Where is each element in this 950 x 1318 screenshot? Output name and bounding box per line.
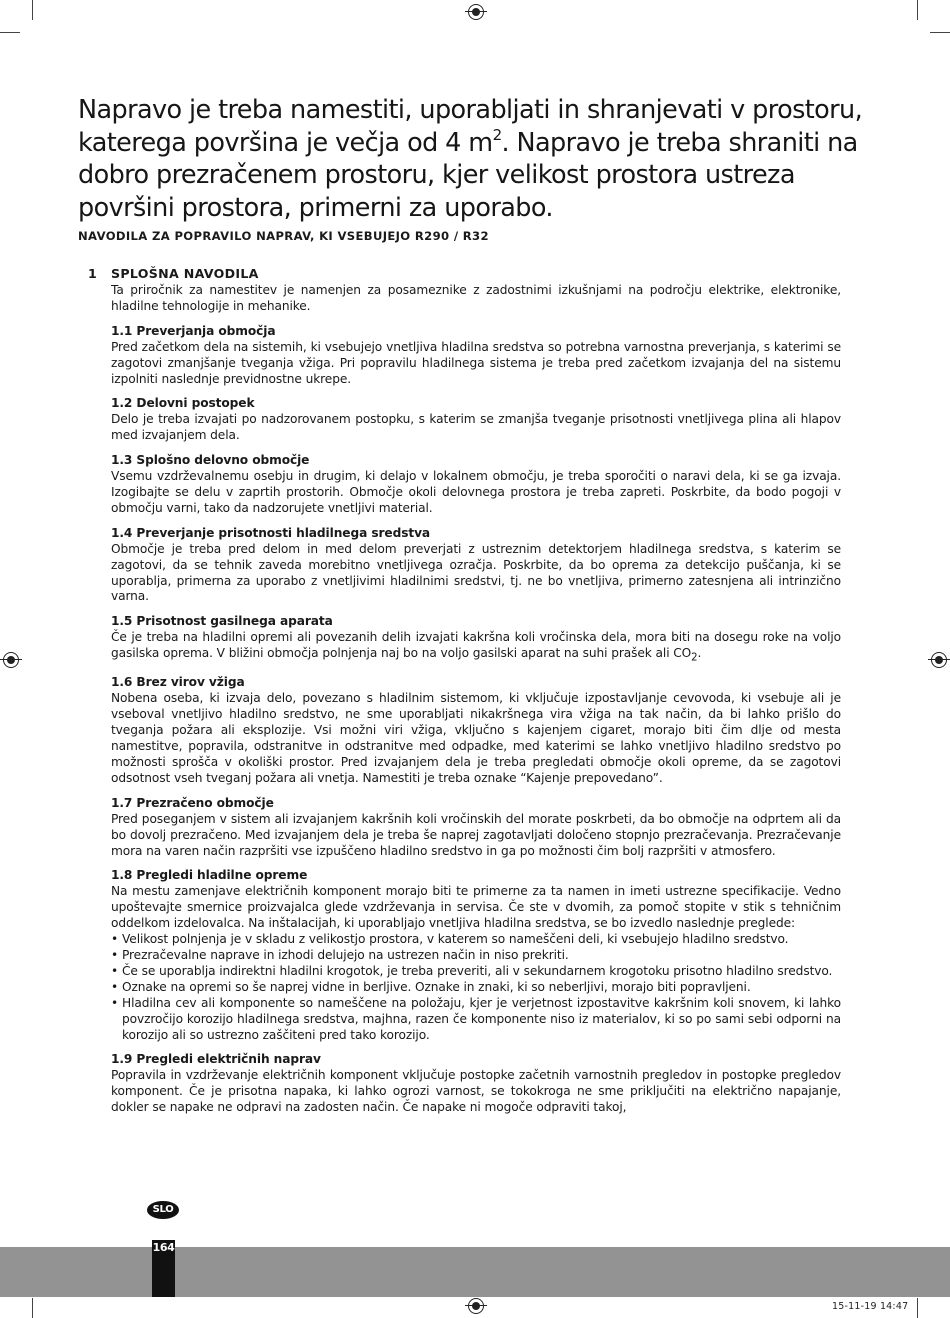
headline <box>78 94 878 224</box>
subsection-text-end: . <box>697 646 702 661</box>
subsection-title: 1.2 Delovni postopek <box>111 396 255 411</box>
subsection-title: 1.8 Pregledi hladilne opreme <box>111 868 308 883</box>
registration-mark-icon <box>468 4 484 20</box>
subsection-text: Delo je treba izvajati po nadzorovanem postopku, s katerim se zmanjša tveganje prisotnosti vnetljivega plina ali hlapov med izvajanjem dela. <box>111 412 841 443</box>
crop-mark <box>32 1298 33 1318</box>
subsection-title: 1.9 Pregledi električnih naprav <box>111 1052 321 1067</box>
subheading: NAVODILA ZA POPRAVILO NAPRAV, KI VSEBUJEJO R290 / R32 <box>78 229 489 243</box>
subsection-text: Pred poseganjem v sistem ali izvajanjem kakršnih koli vročinskih del morate poskrbeti, da bo območje na odprtem ali da bo dovolj prezračeno. Med izvajanjem dela je treba še naprej zagotavljati določeno stopnjo prezračevanja. Prezračevanje mora na varen način razpršiti vse izpuščeno hladilno sredstvo in ga po možnosti čim bolj razpršiti v atmosfero. <box>111 811 841 858</box>
footer-band <box>0 1247 950 1297</box>
subsection-title: 1.7 Prezračeno območje <box>111 795 274 810</box>
list-item: • Velikost polnjenja je v skladu z velikostjo prostora, v katerem so nameščeni deli, ki vsebujejo hladilno sredstvo. <box>111 932 841 948</box>
section-number: 1 <box>88 266 97 281</box>
crop-mark <box>917 1298 918 1318</box>
headline-text: Napravo je treba namestiti, uporabljati in shranjevati v prostoru, katerega površina je večja od 4 m <box>78 95 863 158</box>
headline-text-continued: . Napravo je treba shraniti na dobro prezračenem prostoru, kjer velikost prostora ustreza površini prostora, primerni za uporabo. <box>78 127 858 223</box>
crop-mark <box>32 0 33 20</box>
subsection-text: Na mestu zamenjave električnih komponent morajo biti te primerne za ta namen in imeti ustrezne specifikacije. Vedno upoštevajte smernice proizvajalca glede vzdrževanja in servisa. Če ste v dvomih, za pomoč stopite v stik s tehničnim oddelkom izdelovalca. Na inštalacijah, ki uporabljajo vnetljiva hladilna sredstva, se bo izvedlo naslednje preglede: <box>111 884 841 931</box>
checklist <box>111 932 841 1043</box>
registration-mark-icon <box>3 652 19 668</box>
section-title: SPLOŠNA NAVODILA <box>111 266 259 281</box>
subsection-text: Območje je treba pred delom in med delom preverjati z ustreznim detektorjem hladilnega sredstva, s katerim se zagotovi, da se tehnik zaveda morebitno vnetljivega ozračja. Poskrbite, da bo oprema za detekcijo puščanja, ki se uporablja, primerna za uporabo z vnetljivimi hladilnimi sredstvi, tj. ne bo vnetljiva, primerno zatesnjena ali intrinzično varna. <box>111 541 841 604</box>
list-item: • Če se uporablja indirektni hladilni krogotok, je treba preveriti, ali v sekundarnem krogotoku prisotno hladilno sredstvo. <box>111 964 841 980</box>
subsection-text-main: Če je treba na hladilni opremi ali povezanih delih izvajati kakršna koli vročinska dela, mora biti na dosegu roke na voljo gasilska oprema. V bližini območja polnjenja naj bo na voljo gasilski aparat na suhi prašek ali CO <box>111 630 841 661</box>
subsection-text: Vsemu vzdrževalnemu osebju in drugim, ki delajo v lokalnem območju, je treba sporočiti o naravi dela, ki se ga izvaja. Izogibajte se delu v zaprtih prostorih. Območje okoli delovnega prostora je treba zapreti. Poskrbite, da bodo pogoji v območju varni, tako da nadzorujete vnetljivi material. <box>111 469 841 515</box>
language-badge: SLO <box>147 1201 179 1219</box>
subsection-title: 1.4 Preverjanje prisotnosti hladilnega sredstva <box>111 525 431 540</box>
subsection-title: 1.1 Preverjanja območja <box>111 323 276 338</box>
subsection-text: Pred začetkom dela na sistemih, ki vsebujejo vnetljiva hladilna sredstva so potrebna varnostna preverjanja, s katerimi se zagotovi zmanjšanje tveganja vžiga. Pri popravilu hladilnega sistema je treba pred začetkom izvajanja del na sistemu izpolniti naslednje previdnostne ukrepe. <box>111 339 841 386</box>
crop-mark <box>930 32 950 33</box>
print-timestamp: 15-11-19 14:47 <box>832 1301 909 1312</box>
registration-mark-icon <box>468 1298 484 1314</box>
headline-superscript: 2 <box>492 125 502 144</box>
subsection-title: 1.3 Splošno delovno območje <box>111 453 310 468</box>
crop-mark <box>0 32 20 33</box>
registration-mark-icon <box>931 652 947 668</box>
page-number: 164 <box>152 1241 175 1254</box>
subsection-text: Popravila in vzdrževanje električnih komponent vključuje postopke začetnih varnostnih pregledov in postopke pregledov komponent. Če je prisotna napaka, ki lahko ogrozi varnost, se tokokroga ne sme priključiti na električno napajanje, dokler se napake ne odpravi na zadosten način. Če napake ni mogoče odpraviti takoj, <box>111 1068 841 1115</box>
subsection-title: 1.6 Brez virov vžiga <box>111 675 245 690</box>
subsection-title: 1.5 Prisotnost gasilnega aparata <box>111 614 333 629</box>
body-content <box>111 283 841 1116</box>
list-item: • Prezračevalne naprave in izhodi delujejo na ustrezen način in niso prekriti. <box>111 948 841 964</box>
crop-mark <box>917 0 918 20</box>
list-item: • Hladilna cev ali komponente so nameščene na položaju, kjer je verjetnost izpostavitve kakršnim koli snovem, ki lahko povzročijo korozijo hladilnega sredstva, majhna, razen če komponente niso iz materialov, ki so po sami sebi odporni na korozijo ali so ustrezno zaščiteni pred tako korozijo. <box>111 996 841 1044</box>
subscript: 2 <box>691 652 698 664</box>
section-intro: Ta priročnik za namestitev je namenjen za posameznike z zadostnimi izkušnjami na področju elektrike, elektronike, hladilne tehnologije in mehanike. <box>111 283 841 313</box>
subsection-text <box>111 630 841 666</box>
list-item: • Oznake na opremi so še naprej vidne in berljive. Oznake in znaki, ki so neberljivi, morajo biti popravljeni. <box>111 980 841 996</box>
subsection-text: Nobena oseba, ki izvaja delo, povezano s hladilnim sistemom, ki vključuje izpostavljanje cevovoda, ki vsebuje ali je vseboval vnetljivo hladilno sredstvo, ne sme uporabljati nikakršnega vira vžiga na tak način, da bi lahko prišlo do tveganja požara ali eksplozije. Vsi možni viri vžiga, vključno s kajenjem cigaret, morajo biti čim dlje od mesta namestitve, popravila, odstranitve in odstranitve med odpadke, med katerimi se lahko vnetljivo hladilno sredstvo po možnosti sprošča v okoliški prostor. Pred izvajanjem dela je treba pregledati območje okoli opreme, da se zagotovi odsotnost vseh tveganj požara ali vnetja. Namestiti je treba oznake “Kajenje prepovedano”. <box>111 691 841 785</box>
